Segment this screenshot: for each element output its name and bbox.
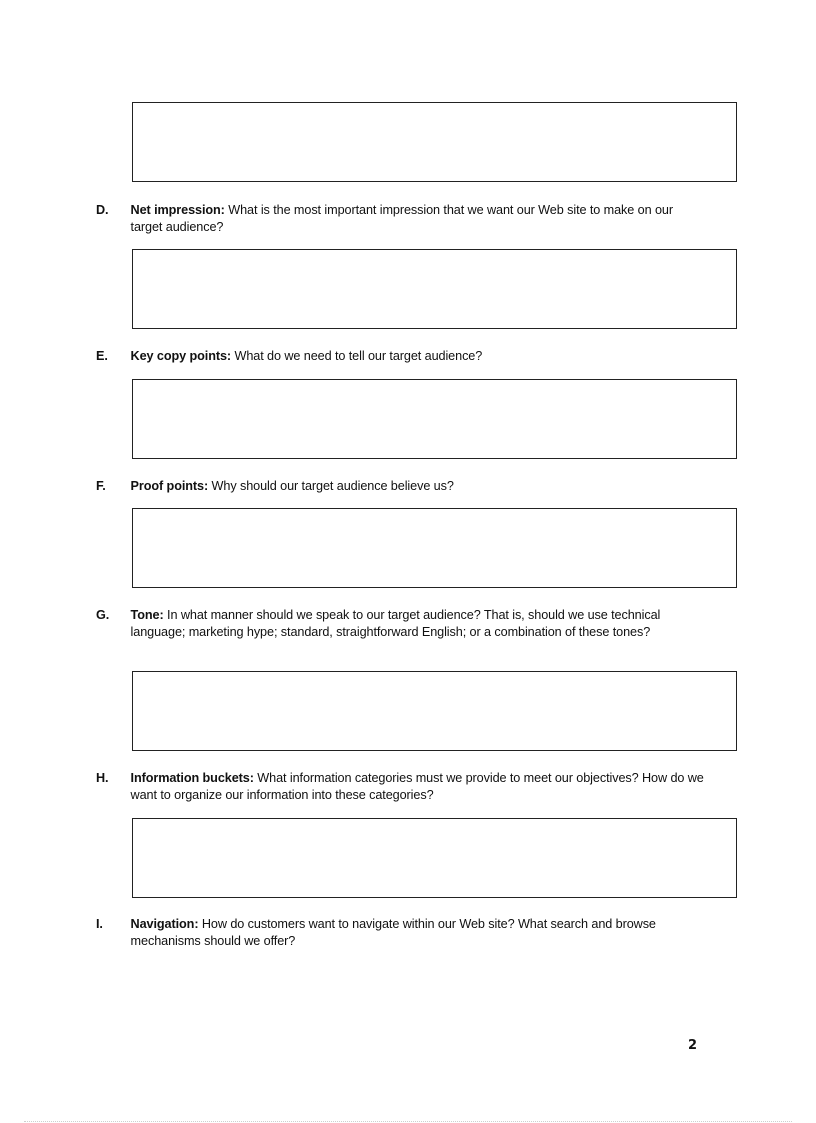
question-label: Information buckets:: [130, 770, 254, 785]
question-text: How do customers want to navigate within our Web site? What search and browse mechanisms should we offer?: [130, 916, 656, 948]
footer-divider: [24, 1121, 792, 1122]
answer-box-c[interactable]: [132, 102, 737, 182]
question-label: Proof points:: [130, 478, 209, 493]
question-e: [96, 347, 710, 364]
question-text: Why should our target audience believe us?: [211, 478, 454, 493]
question-i: [96, 915, 710, 949]
question-letter: G.: [96, 607, 110, 622]
question-letter: I.: [96, 916, 103, 931]
question-h: [96, 769, 710, 803]
question-label: Tone:: [130, 607, 164, 622]
question-text: What is the most important impression that we want our Web site to make on our target audience?: [130, 202, 673, 234]
answer-box-f[interactable]: [132, 508, 737, 588]
question-label: Navigation:: [130, 916, 199, 931]
answer-box-d[interactable]: [132, 249, 737, 329]
question-text: In what manner should we speak to our target audience? That is, should we use technical language; marketing hype; standard, straightforward English; or a combination of these tones?: [130, 607, 661, 639]
answer-box-h[interactable]: [132, 818, 737, 898]
answer-box-g[interactable]: [132, 671, 737, 751]
page-number: 2: [688, 1038, 698, 1053]
answer-box-e[interactable]: [132, 379, 737, 459]
question-text: What do we need to tell our target audience?: [234, 348, 483, 363]
question-f: [96, 477, 710, 494]
question-letter: F.: [96, 478, 106, 493]
question-g: [96, 606, 710, 640]
question-text: What information categories must we provide to meet our objectives? How do we want to organize our information into these categories?: [130, 770, 704, 802]
question-d: [96, 201, 710, 235]
question-label: Key copy points:: [130, 348, 232, 363]
question-letter: E.: [96, 348, 108, 363]
question-label: Net impression:: [130, 202, 225, 217]
question-letter: D.: [96, 202, 109, 217]
question-letter: H.: [96, 770, 109, 785]
